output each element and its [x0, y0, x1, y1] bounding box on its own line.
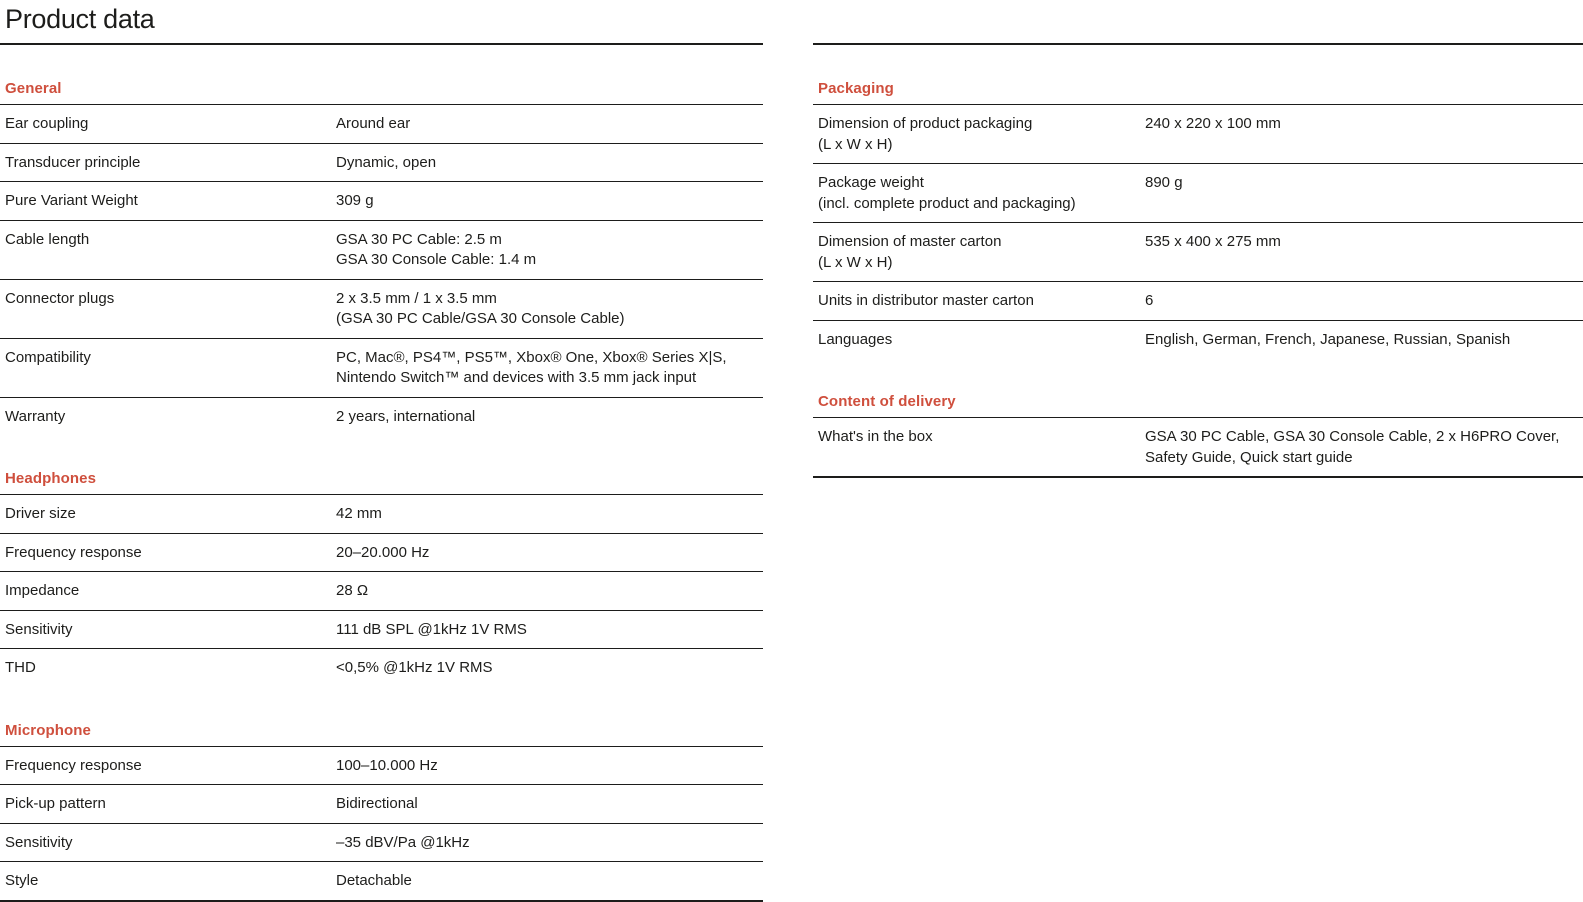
spec-value-line: 28 Ω [336, 582, 369, 599]
spec-value [336, 581, 763, 602]
spec-value-line: 240 x 220 x 100 mm [1145, 115, 1281, 132]
spec-value [336, 289, 763, 330]
spec-row-style [0, 862, 763, 902]
spec-label [5, 543, 336, 564]
spec-value-line: 890 g [1145, 174, 1183, 191]
spec-value [1145, 291, 1583, 312]
spec-row-package-weight [813, 164, 1583, 223]
page-title: Product data [5, 4, 155, 34]
spec-row-cable-length [0, 221, 763, 280]
spec-row-pick-up-pattern [0, 785, 763, 824]
spec-value-line: PC, Mac®, PS4™, PS5™, Xbox® One, Xbox® Series X|S, [336, 348, 727, 366]
spec-row-compatibility [0, 339, 763, 398]
spec-label [5, 191, 336, 212]
spec-value-line: 6 [1145, 292, 1154, 309]
spec-value-line: Around ear [336, 115, 411, 132]
section-title-general: General [0, 79, 763, 105]
spec-value [336, 871, 763, 892]
spec-label-line: (L x W x H) [818, 135, 893, 153]
spec-value [336, 504, 763, 525]
spec-label [818, 114, 1145, 155]
spec-row-frequency-response [0, 747, 763, 786]
spec-label-line: Driver size [5, 505, 76, 522]
spec-label [5, 871, 336, 892]
spec-label-line: Pure Variant Weight [5, 192, 138, 209]
spec-value [1145, 232, 1583, 273]
spec-label-line: Dimension of product packaging [818, 115, 1033, 132]
spec-label [5, 114, 336, 135]
spec-label [5, 230, 336, 271]
spec-row-connector-plugs [0, 280, 763, 339]
spec-label [5, 407, 336, 428]
spec-value-line: 535 x 400 x 275 mm [1145, 233, 1281, 250]
section-title-packaging: Packaging [813, 79, 1583, 105]
spec-value [336, 756, 763, 777]
spec-label-line: THD [5, 659, 36, 676]
spec-value [1145, 173, 1583, 214]
spec-value-line: 42 mm [336, 505, 382, 522]
spec-value-line: Dynamic, open [336, 153, 437, 171]
spec-value [336, 833, 763, 854]
spec-value-line: Nintendo Switch™ and devices with 3.5 mm jack input [336, 369, 697, 386]
spec-label [5, 153, 336, 174]
spec-row-thd [0, 649, 763, 687]
spec-value-line: –35 dBV/Pa @1kHz [336, 833, 470, 851]
spec-row-impedance [0, 572, 763, 611]
spec-label-line: Compatibility [5, 348, 91, 366]
spec-column-left [0, 43, 763, 902]
spec-label-line: Impedance [5, 582, 80, 599]
spec-label-line: Dimension of master carton [818, 233, 1002, 250]
section-packaging [813, 79, 1583, 358]
spec-value-line: English, German, French, Japanese, Russian, Spanish [1145, 330, 1511, 348]
spec-label-line: Sensitivity [5, 833, 73, 851]
spec-label [818, 232, 1145, 273]
spec-label-line: Ear coupling [5, 115, 89, 132]
spec-label-line: What's in the box [818, 428, 933, 445]
spec-row-driver-size [0, 495, 763, 534]
spec-label [5, 348, 336, 389]
section-content-of-delivery [813, 392, 1583, 478]
spec-row-sensitivity [0, 611, 763, 650]
spec-row-languages [813, 321, 1583, 359]
spec-label [5, 620, 336, 641]
spec-value [1145, 427, 1583, 468]
spec-value-line: (GSA 30 PC Cable/GSA 30 Console Cable) [336, 310, 625, 327]
spec-value [336, 407, 763, 428]
spec-label-line: Sensitivity [5, 620, 73, 638]
spec-value [336, 658, 763, 679]
spec-label-line: Frequency response [5, 756, 142, 774]
spec-label-line: (incl. complete product and packaging) [818, 194, 1076, 212]
spec-label [5, 581, 336, 602]
spec-label [5, 289, 336, 330]
spec-label-line: Transducer principle [5, 153, 141, 171]
spec-label-line: Style [5, 872, 39, 889]
spec-label-line: Connector plugs [5, 289, 115, 307]
spec-label [818, 427, 1145, 468]
spec-label [818, 330, 1145, 351]
spec-value-line: <0,5% @1kHz 1V RMS [336, 659, 493, 676]
section-microphone [0, 721, 763, 902]
spec-label-line: Pick-up pattern [5, 795, 106, 812]
spec-value-line: 309 g [336, 192, 374, 209]
spec-value [336, 620, 763, 641]
spec-label-line: (L x W x H) [818, 253, 893, 271]
spec-label-line: Units in distributor master carton [818, 292, 1034, 309]
spec-row-ear-coupling [0, 105, 763, 144]
spec-label-line: Warranty [5, 407, 66, 425]
spec-value-line: 100–10.000 Hz [336, 756, 438, 774]
spec-value [336, 794, 763, 815]
spec-row-warranty [0, 398, 763, 436]
spec-row-pure-variant-weight [0, 182, 763, 221]
spec-label [5, 658, 336, 679]
section-title-microphone: Microphone [0, 721, 763, 747]
spec-label [5, 833, 336, 854]
spec-value [336, 191, 763, 212]
spec-value [1145, 330, 1583, 351]
spec-label-line: Languages [818, 330, 893, 348]
spec-column-right [813, 43, 1583, 902]
spec-value [336, 348, 763, 389]
spec-label [5, 504, 336, 525]
spec-row-frequency-response [0, 534, 763, 573]
spec-label-line: Frequency response [5, 543, 142, 561]
spec-value [336, 114, 763, 135]
spec-value-line: GSA 30 PC Cable, GSA 30 Console Cable, 2 x H6PRO Cover, [1145, 428, 1560, 445]
spec-value-line: Bidirectional [336, 795, 418, 812]
spec-row-what-s-in-the-box [813, 418, 1583, 478]
spec-row-dimension-of-product-packaging [813, 105, 1583, 164]
spec-row-dimension-of-master-carton [813, 223, 1583, 282]
spec-value-line: 111 dB SPL @1kHz 1V RMS [336, 620, 527, 638]
spec-label [5, 756, 336, 777]
spec-value-line: 2 x 3.5 mm / 1 x 3.5 mm [336, 289, 497, 307]
spec-value-line: 20–20.000 Hz [336, 543, 430, 561]
section-title-content-of-delivery: Content of delivery [813, 392, 1583, 418]
spec-columns [0, 43, 1583, 902]
spec-label-line: Cable length [5, 230, 90, 248]
section-title-headphones: Headphones [0, 469, 763, 495]
spec-value [336, 230, 763, 271]
spec-label [818, 173, 1145, 214]
spec-row-sensitivity [0, 824, 763, 863]
spec-row-units-in-distributor-master-carton [813, 282, 1583, 321]
spec-row-transducer-principle [0, 144, 763, 183]
spec-value-line: Detachable [336, 872, 412, 889]
spec-value [336, 153, 763, 174]
spec-value-line: Safety Guide, Quick start guide [1145, 448, 1353, 466]
spec-label-line: Package weight [818, 174, 924, 191]
section-headphones [0, 469, 763, 687]
spec-value [336, 543, 763, 564]
spec-value-line: GSA 30 PC Cable: 2.5 m [336, 230, 502, 248]
spec-value-line: 2 years, international [336, 407, 476, 425]
section-general [0, 79, 763, 435]
spec-value-line: GSA 30 Console Cable: 1.4 m [336, 251, 537, 268]
spec-value [1145, 114, 1583, 155]
spec-label [5, 794, 336, 815]
spec-label [818, 291, 1145, 312]
